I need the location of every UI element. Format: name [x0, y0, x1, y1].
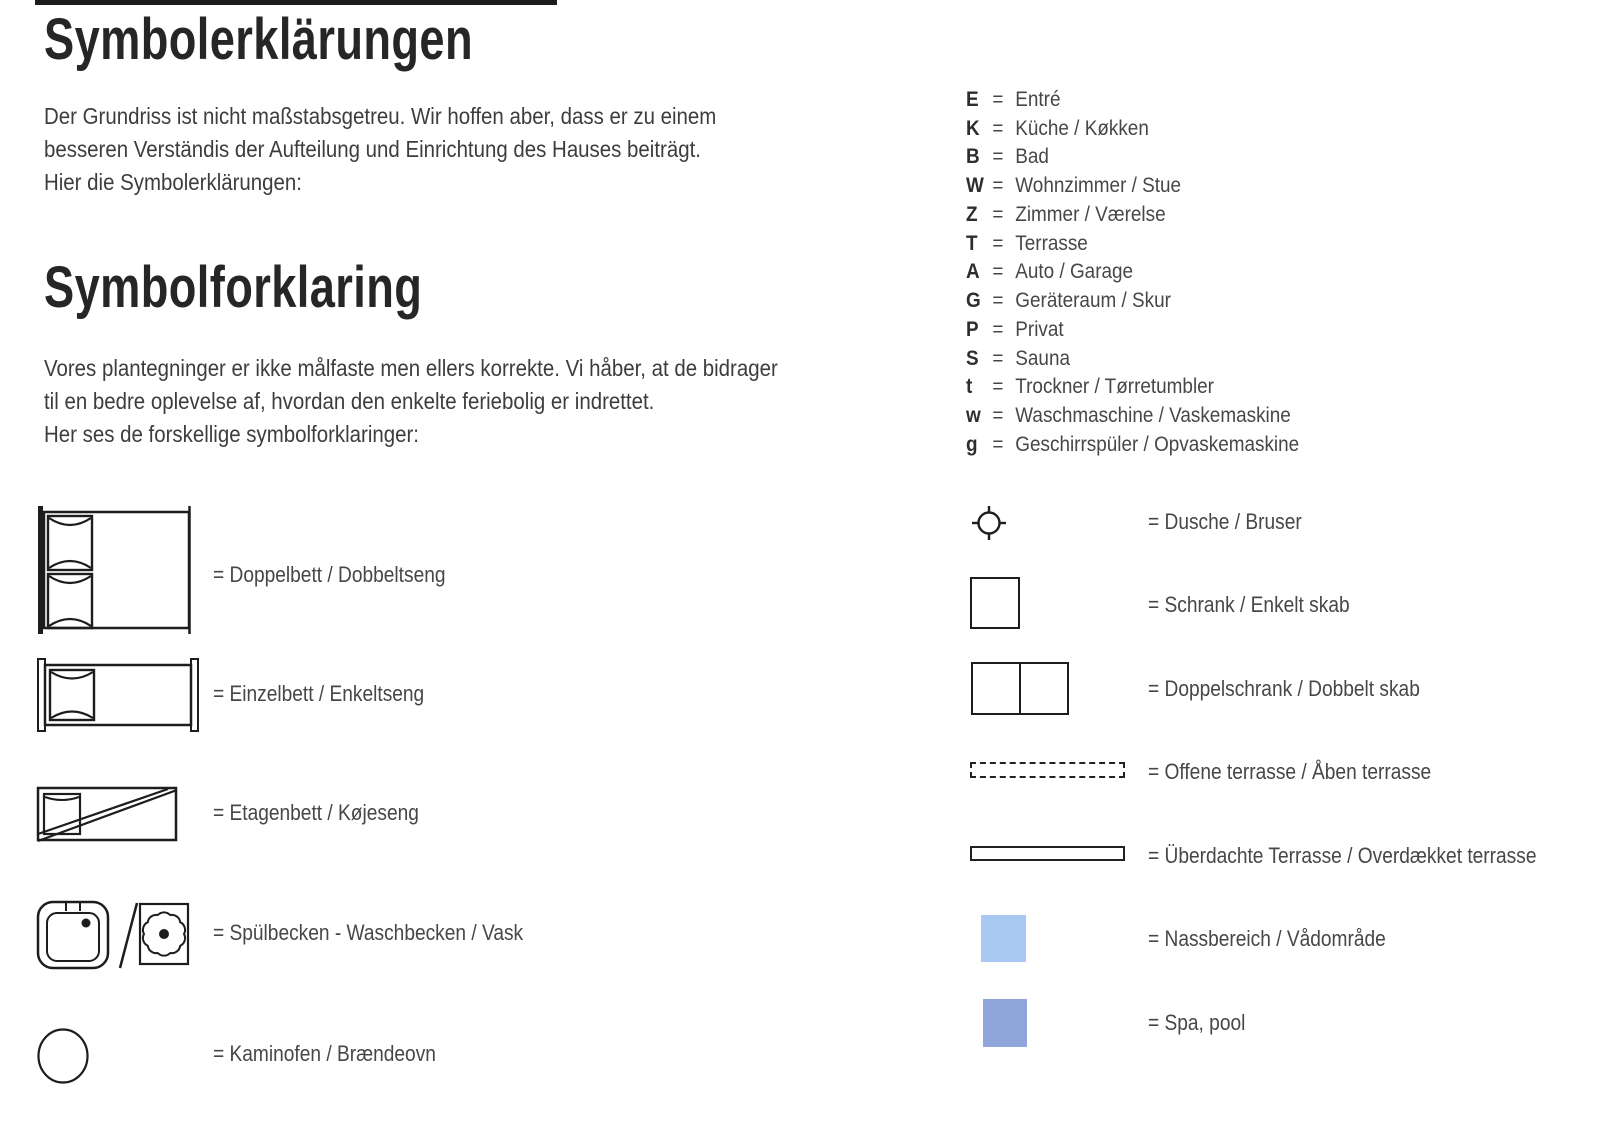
equals-sign: = [992, 259, 1004, 284]
legend-value: Geräteraum / Skur [1015, 288, 1171, 313]
cabinet-divider [1019, 664, 1021, 713]
sink-washbasin-icon [36, 898, 192, 972]
equals-sign: = [992, 144, 1004, 169]
single-bed-icon [36, 658, 200, 732]
legend-value: Zimmer / Værelse [1015, 201, 1166, 226]
equals-sign: = [992, 374, 1004, 399]
wet-area-label: = Nassbereich / Vådområde [1148, 926, 1386, 951]
page-edge-mark [35, 0, 557, 5]
intro-german-line: Der Grundriss ist nicht maßstabsgetreu. Wir hoffen aber, dass er zu einem [44, 103, 717, 129]
legend-row [966, 200, 1299, 229]
legend-row [966, 286, 1299, 315]
legend-row [966, 430, 1299, 459]
legend-value: Trockner / Tørretumbler [1015, 374, 1214, 399]
legend-key: S [966, 345, 979, 370]
equals-sign: = [992, 431, 1004, 456]
legend-key: t [966, 374, 973, 399]
legend-key: K [966, 115, 980, 140]
legend-key: G [966, 288, 981, 313]
open-terrace-icon [970, 762, 1125, 778]
legend-value: Auto / Garage [1015, 259, 1134, 284]
wood-stove-label: = Kaminofen / Brændeovn [213, 1041, 436, 1066]
legend-value: Wohnzimmer / Stue [1015, 173, 1182, 198]
legend-value: Terrasse [1015, 230, 1088, 255]
legend-value: Sauna [1015, 345, 1070, 370]
open-terrace-label: = Offene terrasse / Åben terrasse [1148, 759, 1432, 784]
equals-sign: = [992, 288, 1004, 313]
intro-danish [44, 352, 778, 451]
legend-row [966, 143, 1299, 172]
equals-sign: = [992, 230, 1004, 255]
legend-value: Entré [1015, 86, 1061, 111]
single-cabinet-label: = Schrank / Enkelt skab [1148, 592, 1350, 617]
legend-value: Waschmaschine / Vaskemaskine [1015, 403, 1291, 428]
legend-key: P [966, 316, 979, 341]
page-title-german: Symbolerklärungen [44, 7, 473, 72]
legend-value: Privat [1015, 316, 1064, 341]
intro-german-line: besseren Verständis der Aufteilung und Einrichtung des Hauses beiträgt. [44, 136, 701, 162]
legend-key: W [966, 173, 984, 198]
double-bed-label: = Doppelbett / Dobbeltseng [213, 562, 446, 587]
legend-key: A [966, 259, 980, 284]
legend-key: E [966, 86, 979, 111]
legend-key: g [966, 431, 978, 456]
wet-area-swatch [981, 915, 1026, 962]
legend-key: T [966, 230, 978, 255]
legend-row [966, 344, 1299, 373]
legend-row [966, 85, 1299, 114]
double-cabinet-label: = Doppelschrank / Dobbelt skab [1148, 676, 1420, 701]
intro-danish-line: til en bedre oplevelse af, hvordan den enkelte feriebolig er indrettet. [44, 388, 655, 414]
room-letter-legend [966, 85, 1299, 459]
spa-pool-swatch [983, 999, 1027, 1047]
legend-value: Geschirrspüler / Opvaskemaskine [1015, 431, 1300, 456]
double-bed-icon [36, 505, 194, 635]
equals-sign: = [992, 403, 1004, 428]
equals-sign: = [992, 173, 1004, 198]
bunk-bed-label: = Etagenbett / Køjeseng [213, 800, 419, 825]
covered-terrace-label: = Überdachte Terrasse / Overdækket terrasse [1148, 843, 1537, 868]
legend-row [966, 229, 1299, 258]
single-cabinet-icon [970, 577, 1020, 629]
equals-sign: = [992, 345, 1004, 370]
legend-row [966, 315, 1299, 344]
double-cabinet-icon [971, 662, 1069, 715]
bunk-bed-icon [36, 786, 180, 844]
legend-row [966, 171, 1299, 200]
intro-danish-line: Vores plantegninger er ikke målfaste men ellers korrekte. Vi håber, at de bidrager [44, 355, 778, 381]
legend-key: B [966, 144, 980, 169]
page-title-danish: Symbolforklaring [44, 255, 423, 320]
intro-danish-line: Her ses de forskellige symbolforklaringer: [44, 421, 419, 447]
equals-sign: = [992, 201, 1004, 226]
legend-row [966, 401, 1299, 430]
legend-row [966, 258, 1299, 287]
single-bed-label: = Einzelbett / Enkeltseng [213, 681, 425, 706]
spa-pool-label: = Spa, pool [1148, 1010, 1246, 1035]
equals-sign: = [992, 86, 1004, 111]
equals-sign: = [992, 115, 1004, 140]
legend-value: Bad [1015, 144, 1049, 169]
sink-washbasin-label: = Spülbecken - Waschbecken / Vask [213, 920, 524, 945]
wood-stove-icon [36, 1028, 92, 1086]
legend-key: w [966, 403, 981, 428]
equals-sign: = [992, 316, 1004, 341]
legend-value: Küche / Køkken [1015, 115, 1149, 140]
legend-row [966, 373, 1299, 402]
legend-key: Z [966, 201, 978, 226]
intro-german-line: Hier die Symbolerklärungen: [44, 169, 302, 195]
shower-label: = Dusche / Bruser [1148, 509, 1302, 534]
intro-german [44, 100, 716, 199]
shower-icon [971, 505, 1007, 541]
covered-terrace-icon [970, 846, 1125, 861]
legend-row [966, 114, 1299, 143]
